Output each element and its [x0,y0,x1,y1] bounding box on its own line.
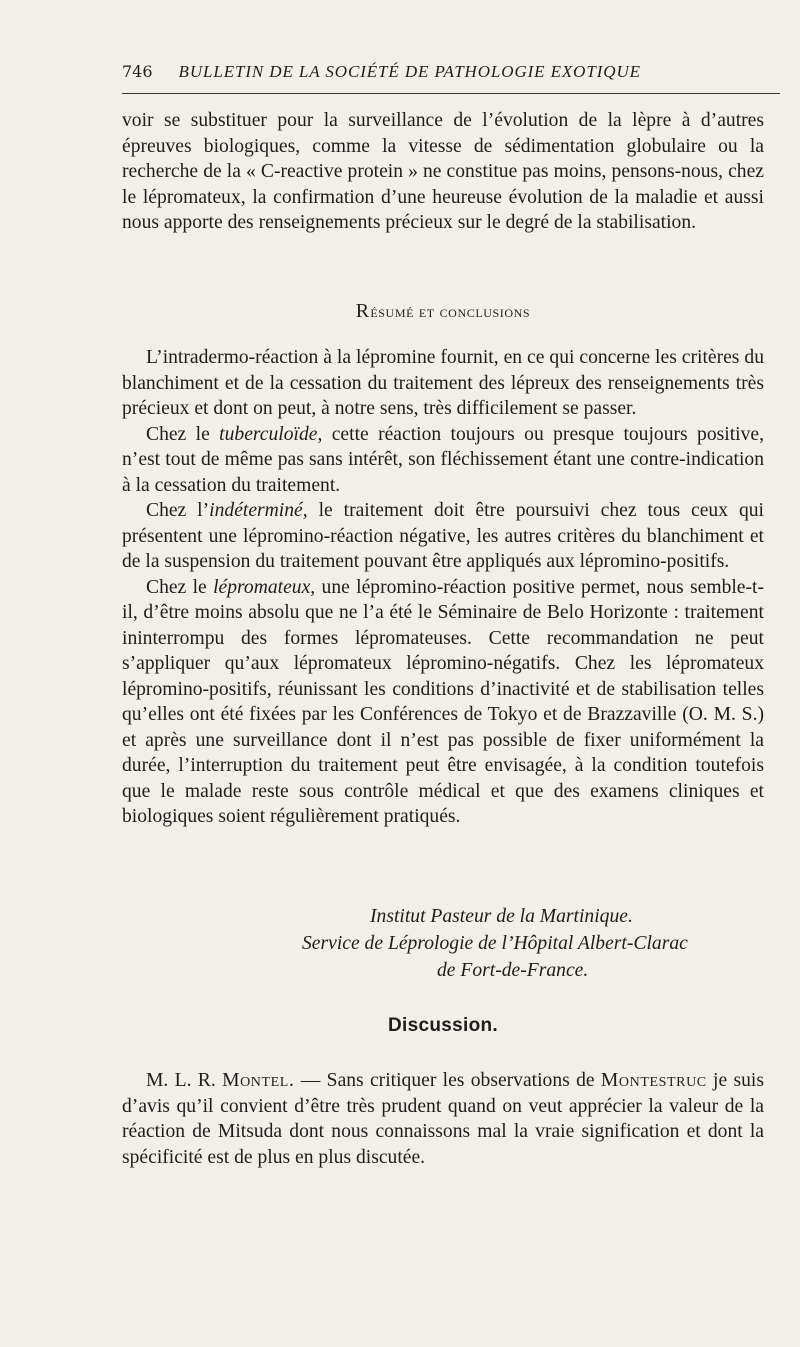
discussion-body: je suis d’avis qu’il convient d’être très prudent quand on veut apprécier la valeur de la réaction de Mitsuda dont nous connaissons mal la vraie signification et dont la spécificité est de plus en plus discutée. [122,1070,764,1168]
affiliation-line-3: de Fort-de-France. [437,960,589,981]
speaker-name: Montel. [222,1070,295,1091]
p4-rest: une lépromino-réaction positive permet, nous semble-t-il, d’être moins absolu que ne l’a été le Séminaire de Belo Horizonte : traitement ininterrompu des formes lépromateuses. Cette recommandation ne peut s’appliquer qu’aux lépromateux lépromino-négatifs. Chez les lépromateux lépromino-positifs, réunissant les conditions d’inactivité et de stabilisation telles qu’elles ont été fixées par les Conférences de Tokyo et de Brazzaville (O. M. S.) et après une surveillance dont il n’est pas possible de fixer uniformément la durée, l’interruption du traitement peut être envisagée, à la condition toutefois que le malade reste sous contrôle médical et que des examens cliniques et biologiques soient régulièrement pratiqués. [122,576,764,827]
running-title: BULLETIN DE LA SOCIÉTÉ DE PATHOLOGIE EXOTIQUE [178,62,641,81]
p3-rest: le traitement doit être poursuivi chez tous ceux qui présentent une lépromino-réaction négative, les autres critères du blanchiment et de la suspension du traitement pouvant être appliqués aux lépromino-positifs. [122,500,764,572]
p2-term: tuberculoïde, [219,423,323,445]
conclusion-paragraph-4 [122,575,764,830]
p3-term: indéterminé, [209,500,308,521]
section-heading [122,300,764,323]
conclusion-paragraph-1: L’intradermo-réaction à la lépromine fournit, en ce qui concerne les critères du blanchiment et de la cessation du traitement des lépreux des renseignements très précieux et dont on peut, à notre sens, très difficilement se passer. [122,347,764,419]
conclusion-paragraph-3 [122,498,764,575]
conclusions-text [122,345,764,830]
p2-lead: Chez le [146,423,220,445]
section-heading-rest: ésumé et conclusions [370,302,531,321]
discussion-heading: Discussion. [388,1015,498,1036]
discussion-dash: — Sans critiquer les observations de [294,1070,601,1091]
intro-paragraph: voir se substituer pour la surveillance de l’évolution de la lèpre à d’autres épreuves biologiques, comme la vitesse de sédimentation globulaire ou la recherche de la « C-reactive protein » ne constitue pas moins, pensons-nous, chez le lépromateux, la confirmation d’une heureuse évolution de la maladie et aussi nous apporte des renseignements précieux sur le degré de la stabilisation. [122,110,764,233]
section-heading-initial: R [355,300,371,322]
cited-author: Montestruc [600,1070,707,1091]
affiliation-line-1: Institut Pasteur de la Martinique. [370,906,633,927]
page-number: 746 [122,62,153,81]
page-header [122,62,762,82]
discussion-paragraph [122,1068,764,1170]
p2-rest: cette réaction toujours ou presque toujours positive, n’est tout de même pas sans intérêt, son fléchissement étant une contre-indication à la cessation du traitement. [122,423,764,496]
p4-lead: Chez le [146,576,214,598]
p3-lead: Chez l’ [146,500,210,521]
header-rule [122,93,780,94]
p4-term: lépromateux, [213,576,316,598]
speaker-prefix: M. L. R. [146,1070,223,1091]
affiliation-line-2: Service de Léprologie de l’Hôpital Albert-Clarac [302,933,688,954]
intro-text [122,108,764,236]
discussion-text [122,1068,764,1170]
conclusion-paragraph-2 [122,422,764,499]
